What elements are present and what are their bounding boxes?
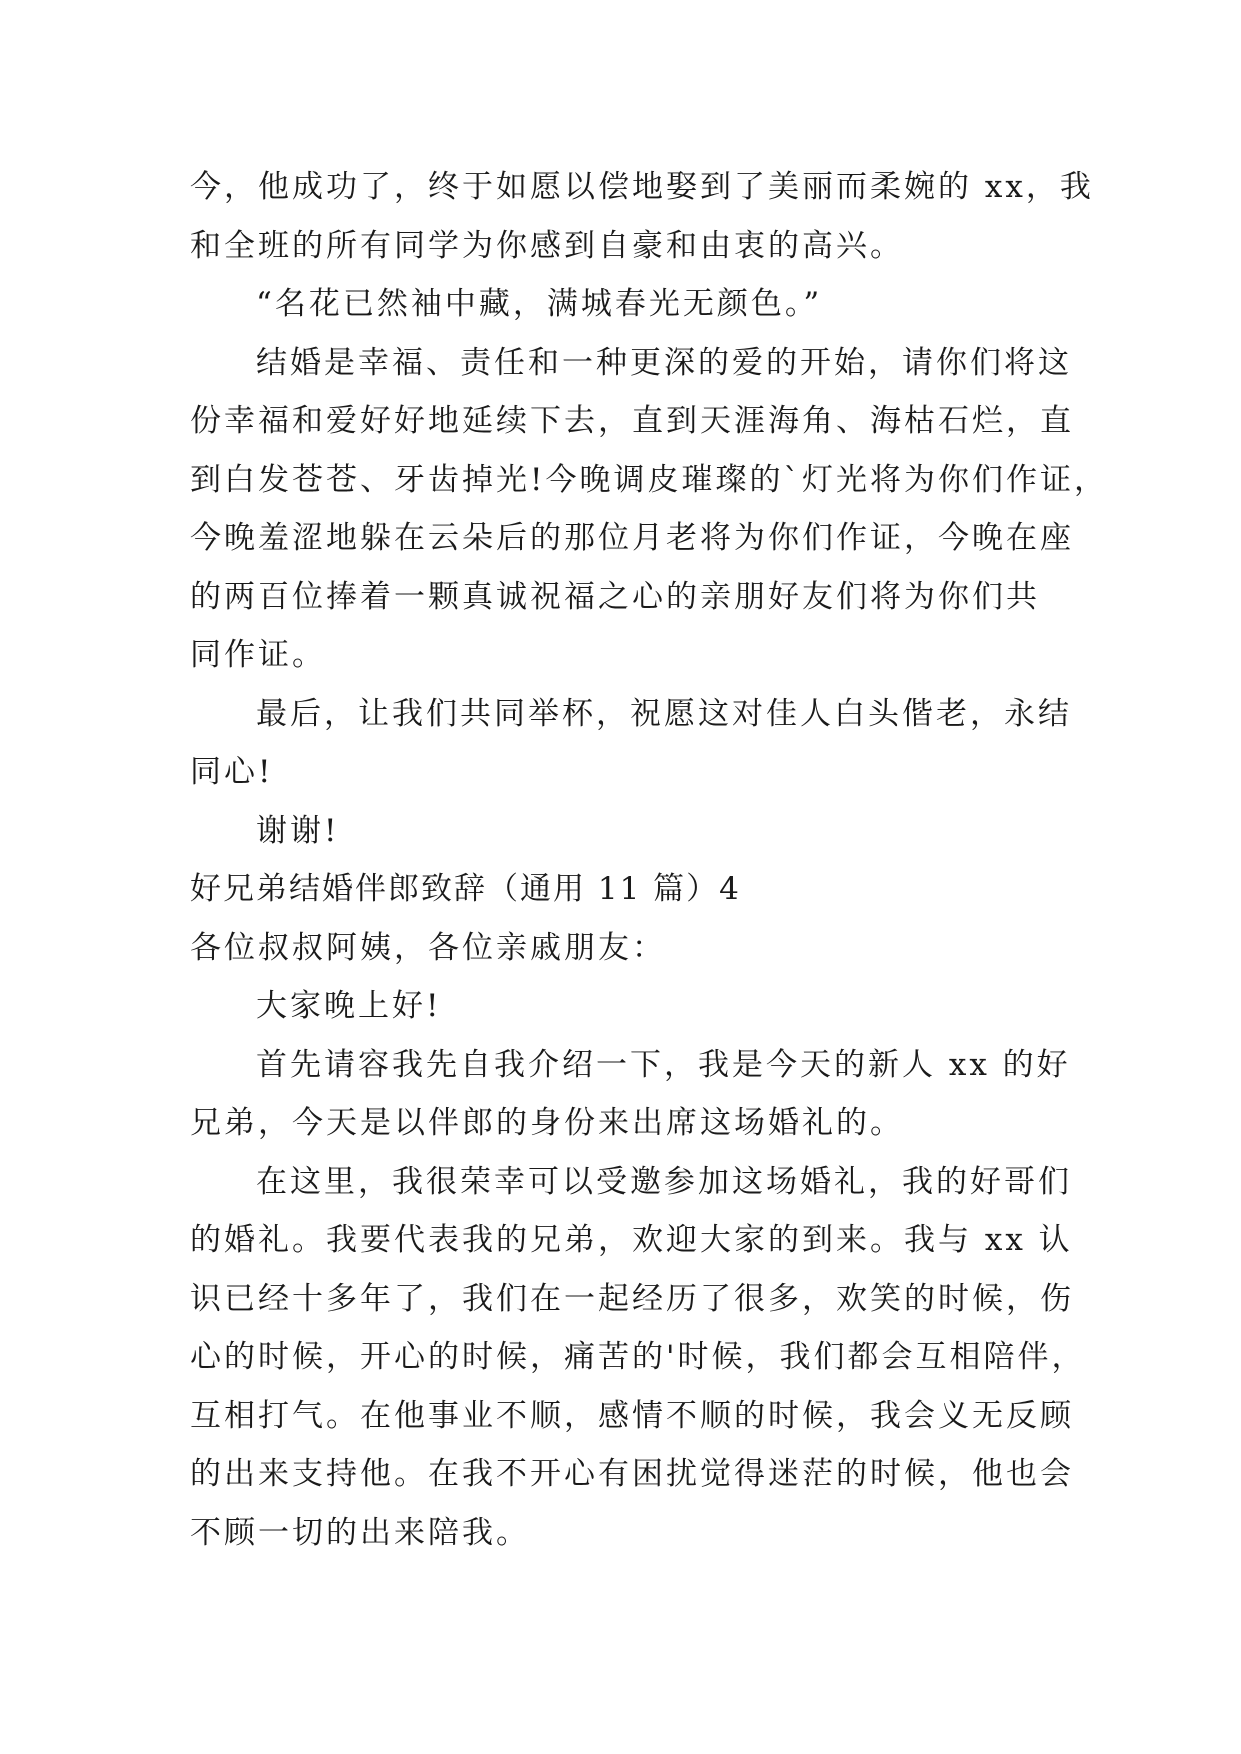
paragraph-start: 谢谢!: [256, 812, 340, 849]
text-line: 兄弟，今天是以伴郎的身份来出席这场婚礼的。: [190, 1105, 904, 1141]
text-line: 同作证。: [190, 637, 326, 673]
paragraph-start: 在这里，我很荣幸可以受邀参加这场婚礼，我的好哥们: [256, 1163, 1072, 1200]
text-line: 互相打气。在他事业不顺，感情不顺的时候，我会义无反顾: [190, 1397, 1074, 1434]
text-line: 今晚羞涩地躲在云朵后的那位月老将为你们作证，今晚在座: [190, 520, 1074, 556]
text-line: 同心!: [190, 754, 274, 790]
text-line: 今，他成功了，终于如愿以偿地娶到了美丽而柔婉的 xx，我: [190, 169, 1094, 205]
section-heading: 好兄弟结婚伴郎致辞（通用 11 篇）4: [190, 871, 741, 907]
greeting: 大家晚上好!: [256, 988, 442, 1024]
paragraph-start: 结婚是幸福、责任和一种更深的爱的开始，请你们将这: [256, 344, 1072, 381]
paragraph-start: 最后，让我们共同举杯，祝愿这对佳人白头偕老，永结: [256, 695, 1072, 732]
text-line: 的两百位捧着一颗真诚祝福之心的亲朋好友们将为你们共: [190, 578, 1040, 615]
salutation: 各位叔叔阿姨，各位亲戚朋友：: [190, 929, 666, 966]
text-line: 到白发苍苍、牙齿掉光!今晚调皮璀璨的`灯光将为你们作证，: [190, 461, 1108, 498]
text-line: 心的时候，开心的时候，痛苦的'时候，我们都会互相陪伴，: [190, 1339, 1086, 1375]
text-line: 的婚礼。我要代表我的兄弟，欢迎大家的到来。我与 xx 认: [190, 1222, 1073, 1258]
quote-line: “名花已然袖中藏，满城春光无颜色。”: [256, 286, 823, 322]
text-line: 份幸福和爱好好地延续下去，直到天涯海角、海枯石烂，直: [190, 403, 1074, 439]
text-line: 识已经十多年了，我们在一起经历了很多，欢笑的时候，伤: [190, 1280, 1074, 1317]
paragraph-start: 首先请容我先自我介绍一下，我是今天的新人 xx 的好: [256, 1046, 1071, 1083]
text-line: 不顾一切的出来陪我。: [190, 1514, 530, 1551]
text-line: 的出来支持他。在我不开心有困扰觉得迷茫的时候，他也会: [190, 1456, 1074, 1492]
text-line: 和全班的所有同学为你感到自豪和由衷的高兴。: [190, 227, 904, 264]
document-body: [190, 158, 1108, 1562]
